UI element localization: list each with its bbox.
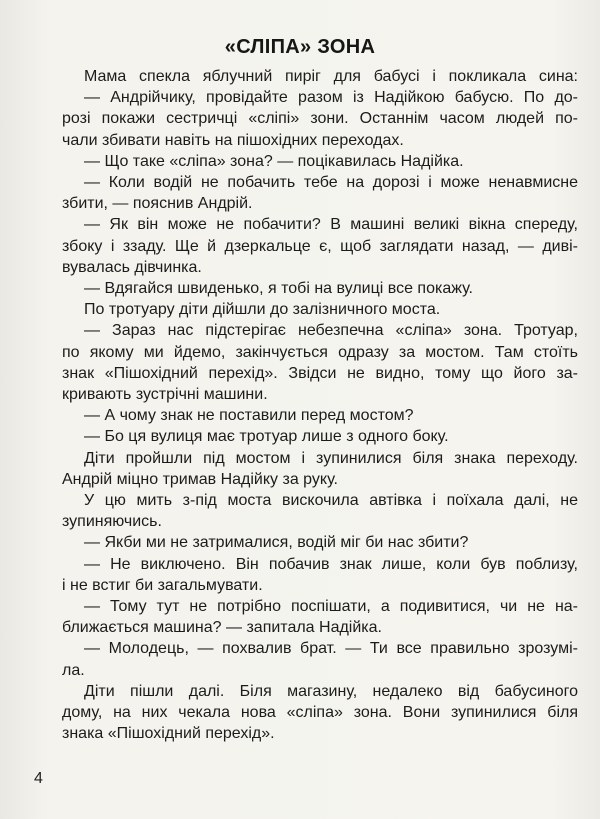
text-line: Діти пішли далі. Біля магазину, недалеко від бабусиного xyxy=(84,682,578,700)
text-line: — Тому тут не потрібно поспішати, а подивитися, чи не на- xyxy=(84,598,578,616)
text-line: — Коли водій не побачить тебе на дорозі і може ненавмисне xyxy=(84,174,578,192)
text-line: ближається машина? — запитала Надійка. xyxy=(62,619,382,637)
story-text xyxy=(62,66,578,745)
text-line: Андрій міцно тримав Надійку за руку. xyxy=(62,470,338,488)
text-line: — А чому знак не поставили перед мостом? xyxy=(84,407,414,425)
text-line: Мама спекла яблучний пиріг для бабусі і покликала сина: xyxy=(84,68,578,85)
text-line: — Зараз нас підстерігає небезпечна «сліпа» зона. Тротуар, xyxy=(84,322,578,340)
text-line: — Андрійчику, провідайте разом із Надійкою бабусю. По до- xyxy=(84,89,578,107)
text-line: — Що таке «сліпа» зона? — поцікавилась Надійка. xyxy=(84,152,464,170)
text-line: розі покажи сестричці «сліпі» зони. Останнім часом людей по- xyxy=(62,110,578,128)
text-line: — Бо ця вулиця має тротуар лише з одного боку. xyxy=(84,428,449,446)
text-line: Діти пройшли під мостом і зупинилися біля знака переходу. xyxy=(84,449,578,467)
text-line: знака «Пішохідний перехід». xyxy=(62,725,275,743)
text-line: дому, на них чекала нова «сліпа» зона. Вони зупинилися біля xyxy=(62,704,578,722)
text-line: — Якби ми не затрималися, водій міг би нас збити? xyxy=(84,534,469,552)
text-line: зупиняючись. xyxy=(62,513,162,531)
text-line: знак «Пішохідний перехід». Звідси не видно, тому що його за- xyxy=(62,364,578,382)
text-line: По тротуару діти дійшли до залізничного моста. xyxy=(84,301,441,319)
text-line: по якому ми йдемо, закінчується одразу за мостом. Там стоїть xyxy=(62,343,578,361)
text-line: — Як він може не побачити? В машині великі вікна спереду, xyxy=(84,216,578,234)
text-line: кривають зустрічні машини. xyxy=(62,386,268,404)
text-line: — Молодець, — похвалив брат. — Ти все правильно зрозумі- xyxy=(84,640,578,658)
text-line: вувалась дівчинка. xyxy=(62,258,202,276)
story-title: «СЛІПА» ЗОНА xyxy=(224,36,376,58)
text-line: збити, — пояснив Андрій. xyxy=(62,195,253,213)
text-line: У цю мить з-під моста вискочила автівка і поїхала далі, не xyxy=(84,492,578,510)
text-line: і не встиг би загальмувати. xyxy=(62,576,263,594)
text-line: — Не виключено. Він побачив знак лише, коли був поблизу, xyxy=(84,555,578,573)
text-line: ла. xyxy=(62,661,85,679)
text-line: — Вдягайся швиденько, я тобі на вулиці все покажу. xyxy=(84,280,473,298)
text-line: чали збивати навіть на пішохідних переходах. xyxy=(62,131,404,149)
page-number: 4 xyxy=(34,770,43,787)
text-line: збоку і ззаду. Ще й дзеркальце є, щоб заглядати назад, — диві- xyxy=(62,237,578,255)
